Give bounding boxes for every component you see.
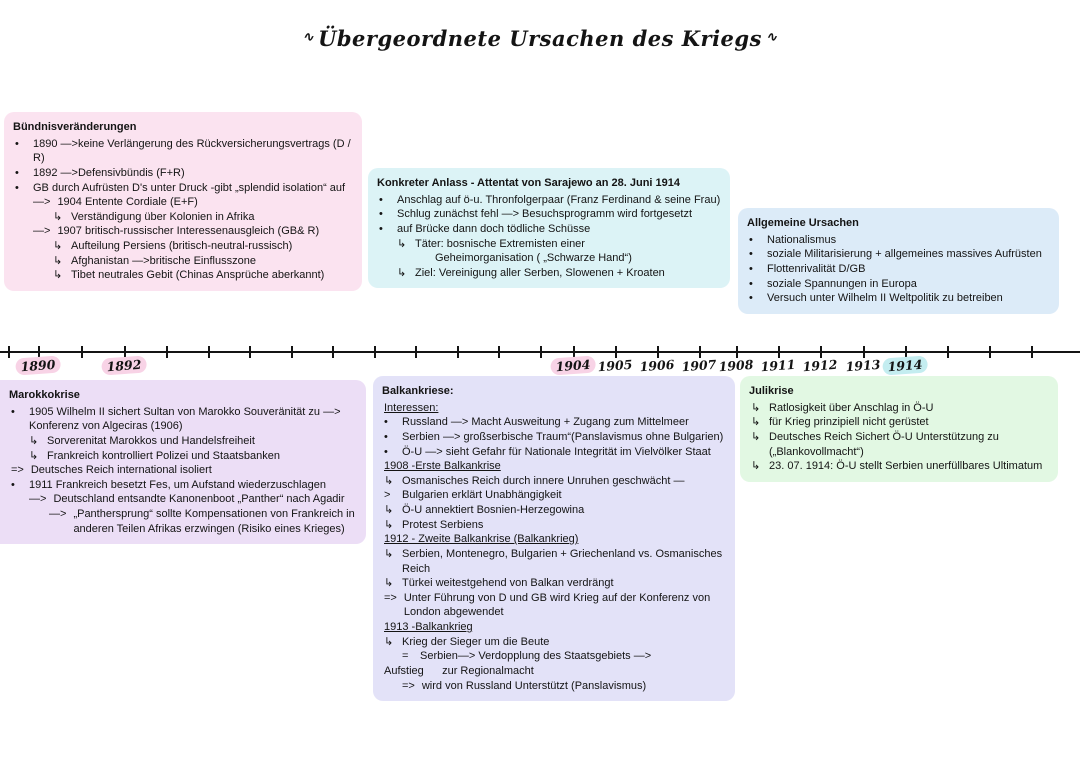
- note-line: [382, 488, 726, 503]
- note-line: [9, 478, 357, 493]
- note-line: [382, 415, 726, 430]
- line-text: Deutschland entsandte Kanonenboot „Panther“ nach Agadir: [53, 493, 345, 506]
- line-text: Serbien —> großserbische Traum“(Panslavismus ohne Bulgarien): [402, 430, 724, 443]
- line-marker: •: [749, 233, 753, 246]
- note-line: [382, 401, 726, 416]
- title-decoration-right: ∿: [765, 30, 778, 45]
- line-text: Türkei weitestgehend von Balkan verdrängt: [402, 577, 614, 590]
- note-box-julikrise: [740, 376, 1058, 482]
- box-title-balkankriese: Balkankriese:: [382, 385, 454, 397]
- box-body-allgemeine-ursachen: [747, 233, 1050, 306]
- note-line: [747, 247, 1050, 262]
- line-marker: ↳: [29, 449, 39, 462]
- line-text: Ö-U annektiert Bosnien-Herzegowina: [402, 504, 585, 516]
- line-marker: —>: [33, 196, 51, 209]
- note-line: [382, 474, 726, 489]
- note-line: [9, 434, 357, 449]
- line-marker: •: [379, 222, 383, 235]
- line-text: 1907 britisch-russischer Interessenausgleich (GB& R): [57, 225, 320, 238]
- line-text: Unter Führung von D und GB wird Krieg auf der Konferenz von London abgewendet: [403, 591, 714, 619]
- line-text: Frankreich kontrolliert Polizei und Staatsbanken: [47, 449, 280, 462]
- timeline-year: 1911: [760, 356, 796, 375]
- line-text: 1890 —>keine Verlängerung des Rückversicherungsvertrags (D / R): [33, 137, 354, 165]
- note-line: [749, 415, 1049, 430]
- note-line: [747, 233, 1050, 248]
- line-marker: ↳: [397, 237, 407, 250]
- line-text: Ö-U —> sieht Gefahr für Nationale Integrität im Vielvölker Staat: [402, 445, 711, 458]
- line-marker: ↳: [751, 460, 761, 473]
- note-line: [382, 459, 726, 474]
- line-marker: =: [402, 650, 409, 663]
- line-marker: ↳: [53, 254, 63, 267]
- timeline-year: 1890: [15, 355, 61, 375]
- line-text: 1908 -Erste Balkankrise: [384, 460, 501, 473]
- line-marker: ↳: [384, 547, 394, 560]
- note-line: [382, 679, 726, 694]
- note-line: [377, 222, 721, 237]
- note-box-buendnisveraenderungen: [4, 112, 362, 291]
- timeline-year: 1913: [845, 356, 881, 375]
- line-marker: •: [379, 193, 383, 206]
- note-line: [747, 291, 1050, 306]
- line-text: 1911 Frankreich besetzt Fes, um Aufstand wiederzuschlagen: [29, 478, 326, 491]
- box-body-konkreter-anlass: [377, 193, 721, 281]
- line-text: Anschlag auf ö-u. Thronfolgerpaar (Franz Ferdinand & seine Frau): [397, 193, 721, 206]
- line-text: Ratlosigkeit über Anschlag in Ö-U: [769, 401, 934, 414]
- note-line: [377, 251, 721, 266]
- line-marker: ↳: [384, 504, 394, 516]
- line-marker: •: [379, 208, 383, 221]
- note-line: [382, 649, 726, 664]
- line-text: „Panthersprung“ sollte Kompensationen von Frankreich in anderen Teilen Afrikas erzwingen (Risiko eines Krieges): [73, 508, 358, 535]
- line-text: 1913 -Balkankrieg: [384, 621, 473, 633]
- timeline-axis: [0, 351, 1080, 353]
- line-text: Aufstieg zur Regionalmacht: [384, 664, 534, 677]
- line-marker: —>: [49, 508, 67, 520]
- line-text: Verständigung über Kolonien in Afrika: [71, 210, 255, 223]
- note-box-balkankriese: [373, 376, 735, 701]
- note-line: [382, 503, 726, 518]
- line-marker: •: [11, 478, 15, 491]
- line-marker: ↳: [384, 518, 394, 531]
- box-title-julikrise: Julikrise: [749, 385, 794, 397]
- note-line: [382, 664, 726, 679]
- note-line: [382, 635, 726, 650]
- note-line: [9, 492, 357, 507]
- line-marker: •: [749, 292, 753, 305]
- timeline-year: 1912: [802, 356, 838, 375]
- note-box-marokkokrise: [0, 380, 366, 544]
- line-text: für Krieg prinzipiell nicht gerüstet: [769, 416, 929, 429]
- note-line: [13, 210, 353, 225]
- line-marker: ↳: [751, 401, 761, 414]
- line-text: Serbien, Montenegro, Bulgarien + Griechenland vs. Osmanisches Reich: [402, 547, 726, 575]
- note-line: [382, 576, 726, 591]
- note-line: [749, 459, 1049, 474]
- line-text: Nationalismus: [767, 233, 837, 246]
- line-marker: =>: [402, 679, 415, 692]
- line-text: Russland —> Macht Ausweitung + Zugang zum Mittelmeer: [402, 416, 689, 429]
- timeline-year: 1906: [639, 356, 675, 375]
- line-marker: ↳: [397, 266, 407, 279]
- note-line: [382, 518, 726, 533]
- note-line: [382, 532, 726, 547]
- note-line: [13, 239, 353, 254]
- line-marker: ↳: [53, 240, 63, 252]
- line-marker: ↳: [29, 434, 39, 447]
- line-marker: ↳: [751, 430, 761, 443]
- box-title-allgemeine-ursachen: Allgemeine Ursachen: [747, 217, 859, 229]
- note-box-konkreter-anlass: [368, 168, 730, 288]
- line-text: Täter: bosnische Extremisten einer: [415, 237, 585, 250]
- line-marker: ↳: [384, 474, 394, 487]
- line-text: Geheimorganisation ( „Schwarze Hand“): [435, 252, 632, 265]
- line-text: Tibet neutrales Gebit (Chinas Ansprüche aberkannt): [71, 269, 325, 282]
- note-line: [377, 237, 721, 252]
- page-title: [0, 26, 1080, 51]
- box-body-balkankriese: [382, 401, 726, 694]
- line-text: Krieg der Sieger um die Beute: [402, 635, 550, 648]
- timeline-year: 1905: [597, 356, 633, 375]
- line-text: Osmanisches Reich durch innere Unruhen geschwächt —: [402, 474, 685, 487]
- line-text: Deutsches Reich international isoliert: [30, 464, 212, 477]
- box-title-konkreter-anlass: Konkreter Anlass - Attentat von Sarajewo an 28. Juni 1914: [377, 177, 681, 189]
- line-text: soziale Spannungen in Europa: [767, 277, 917, 290]
- line-marker: —>: [33, 225, 51, 238]
- note-line: [747, 262, 1050, 277]
- note-line: [382, 430, 726, 445]
- note-line: [377, 193, 721, 208]
- line-marker: =>: [384, 591, 397, 604]
- line-text: 23. 07. 1914: Ö-U stellt Serbien unerfüllbares Ultimatum: [769, 460, 1043, 473]
- line-marker: >: [384, 489, 391, 502]
- line-text: Versuch unter Wilhelm II Weltpolitik zu betreiben: [767, 292, 1003, 305]
- note-line: [382, 620, 726, 635]
- line-text: Interessen:: [384, 401, 439, 414]
- note-line: [382, 591, 726, 620]
- line-text: 1892 —>Defensivbündis (F+R): [33, 166, 185, 179]
- note-line: [13, 137, 353, 166]
- line-text: Deutsches Reich Sichert Ö-U Unterstützung zu („Blankovollmacht“): [769, 430, 1002, 458]
- line-marker: ↳: [384, 577, 394, 590]
- line-marker: •: [15, 137, 19, 150]
- line-text: Sorverenitat Marokkos und Handelsfreiheit: [47, 434, 255, 447]
- line-text: auf Brücke dann doch tödliche Schüsse: [397, 222, 591, 235]
- note-line: [13, 254, 353, 269]
- line-text: wird von Russland Unterstützt (Panslavismus): [421, 679, 647, 692]
- timeline-year: 1892: [101, 355, 147, 375]
- timeline-year: 1907: [681, 356, 717, 375]
- note-line: [377, 266, 721, 281]
- note-line: [13, 195, 353, 210]
- note-line: [9, 449, 357, 464]
- note-line: [747, 277, 1050, 292]
- line-text: Protest Serbiens: [402, 518, 484, 531]
- note-line: [749, 401, 1049, 416]
- note-line: [382, 547, 726, 576]
- line-marker: •: [384, 416, 388, 429]
- note-line: [13, 181, 353, 196]
- line-text: GB durch Aufrüsten D's unter Druck -gibt „splendid isolation“ auf: [33, 181, 346, 194]
- timeline-year: 1908: [718, 356, 754, 375]
- timeline-year: 1904: [550, 355, 596, 375]
- line-marker: =>: [11, 464, 24, 477]
- note-line: [9, 463, 357, 478]
- note-line: [13, 166, 353, 181]
- line-text: Afghanistan —>britische Einflusszone: [71, 254, 256, 267]
- box-title-buendnisveraenderungen: Bündnisveränderungen: [13, 121, 137, 133]
- box-title-marokkokrise: Marokkokrise: [9, 389, 80, 401]
- line-marker: —>: [29, 493, 47, 506]
- box-body-buendnisveraenderungen: [13, 137, 353, 283]
- note-box-allgemeine-ursachen: [738, 208, 1059, 314]
- line-marker: •: [749, 248, 753, 261]
- line-marker: ↳: [53, 210, 63, 223]
- note-line: [13, 268, 353, 283]
- line-marker: •: [15, 181, 19, 194]
- note-line: [377, 207, 721, 222]
- note-line: [13, 224, 353, 239]
- line-marker: •: [15, 166, 19, 179]
- line-marker: •: [749, 277, 753, 290]
- line-text: Aufteilung Persiens (britisch-neutral-russisch): [71, 240, 293, 252]
- line-text: 1905 Wilhelm II sichert Sultan von Marokko Souveränität zu —> Konferenz von Algeciras (1906): [29, 405, 344, 433]
- timeline-year: 1914: [882, 355, 928, 375]
- line-marker: ↳: [53, 269, 63, 282]
- page-title-text: Übergeordnete Ursachen des Kriegs: [318, 26, 762, 51]
- note-line: [9, 405, 357, 434]
- box-body-marokkokrise: [9, 405, 357, 537]
- note-line: [749, 430, 1049, 459]
- line-text: soziale Militarisierung + allgemeines massives Aufrüsten: [767, 248, 1042, 261]
- line-marker: •: [11, 405, 15, 418]
- note-line: [382, 445, 726, 460]
- line-text: Ziel: Vereinigung aller Serben, Slowenen + Kroaten: [415, 266, 665, 279]
- line-text: Serbien—> Verdopplung des Staatsgebiets —>: [420, 650, 652, 663]
- line-text: Flottenrivalität D/GB: [767, 262, 866, 275]
- line-marker: •: [384, 430, 388, 443]
- line-marker: ↳: [384, 635, 394, 648]
- title-decoration-left: ∿: [302, 30, 315, 45]
- note-line: [9, 507, 357, 536]
- line-text: 1904 Entente Cordiale (E+F): [57, 196, 198, 209]
- line-marker: ↳: [751, 416, 761, 429]
- line-text: Schlug zunächst fehl —> Besuchsprogramm wird fortgesetzt: [397, 208, 692, 221]
- line-text: 1912 - Zweite Balkankrise (Balkankrieg): [384, 533, 579, 546]
- box-body-julikrise: [749, 401, 1049, 474]
- line-marker: •: [749, 262, 753, 275]
- line-text: Bulgarien erklärt Unabhängigkeit: [402, 489, 562, 502]
- line-marker: •: [384, 445, 388, 458]
